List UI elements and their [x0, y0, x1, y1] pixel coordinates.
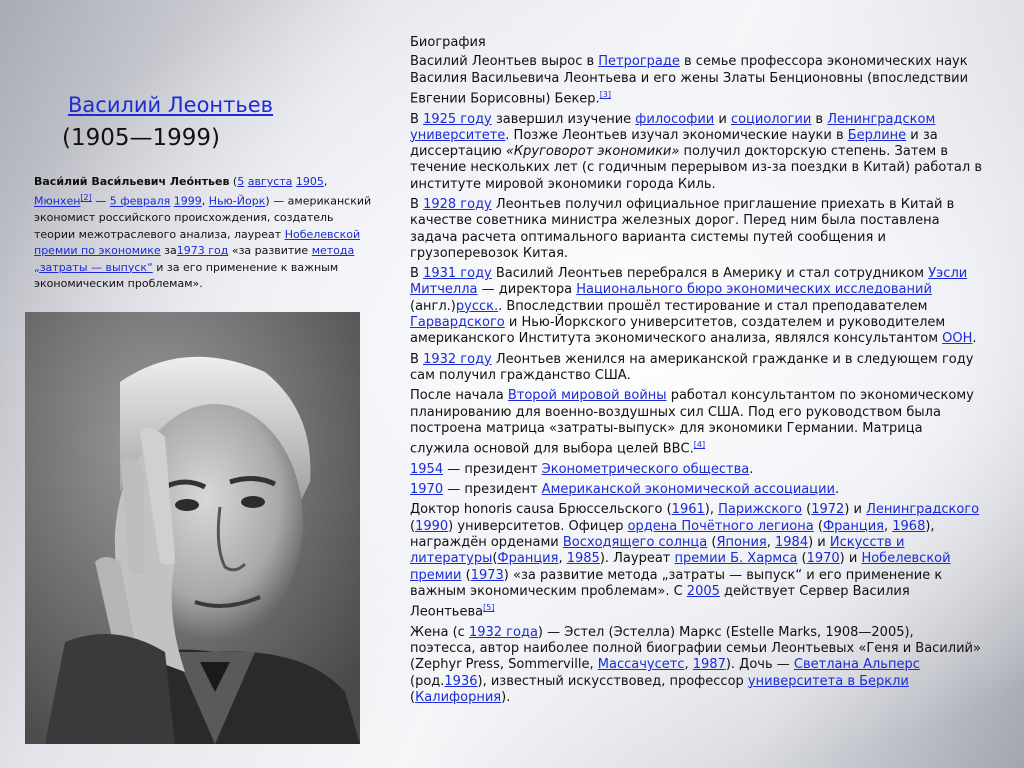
- ref-3[interactable]: [3]: [599, 89, 612, 99]
- link-input-output[interactable]: метода „затраты — выпуск“: [34, 244, 355, 274]
- bio-paragraph-citizenship: [410, 352, 982, 385]
- link-legion-honour[interactable]: ордена Почётного легиона: [627, 518, 814, 534]
- dissertation-title: «Круговорот экономики»: [505, 144, 680, 160]
- link-russian[interactable]: русск.: [455, 298, 499, 314]
- link-1932-b[interactable]: 1932 года: [468, 624, 538, 640]
- link-arts-letters[interactable]: Искусств и литературы: [410, 534, 905, 567]
- link-1973[interactable]: 1973 год: [176, 244, 229, 258]
- title-years: (1905—1999): [62, 125, 221, 151]
- link-aea[interactable]: Американской экономической ассоциации: [541, 482, 836, 498]
- link-1925[interactable]: 1925 году: [423, 111, 492, 127]
- link-ww2[interactable]: Второй мировой войны: [507, 388, 667, 404]
- link-leningrad-university[interactable]: Ленинградском университете: [410, 111, 936, 143]
- text: Леонтьев женился на американской гражданке и в следующем году сам получил гражданство США.: [410, 351, 974, 383]
- link-nobel-econ[interactable]: Нобелевской премии по экономике: [34, 227, 361, 258]
- portrait-photo: [25, 312, 360, 744]
- text: (: [461, 567, 471, 583]
- text: в: [811, 111, 828, 127]
- title-name-link[interactable]: Василий Леонтьев: [68, 93, 274, 117]
- text: В: [410, 197, 424, 212]
- intro-name: Васи́лий Васи́льевич Лео́нтьев: [34, 175, 230, 188]
- text: ) «за развитие метода „затраты — выпуск“ и его применение к важным экономическим проблемам». С: [410, 567, 943, 599]
- text: ). Лауреат: [599, 551, 675, 567]
- link-feb5[interactable]: 5 февраля: [109, 195, 171, 209]
- link-massachusetts[interactable]: Массачусетс: [597, 657, 685, 673]
- text: — президент: [443, 461, 542, 477]
- link-1936[interactable]: 1936: [444, 673, 478, 689]
- link-1931[interactable]: 1931 году: [423, 266, 492, 282]
- link-nobel-prize[interactable]: Нобелевской премии: [410, 551, 951, 583]
- text: После начала: [410, 388, 508, 404]
- link-wesley-mitchell[interactable]: Уэсли Митчелла: [410, 266, 968, 298]
- text: ,: [883, 518, 893, 534]
- text: Василий Леонтьев перебрался в Америку и стал сотрудником: [491, 266, 929, 282]
- text: Доктор honoris causa Брюссельского (: [410, 502, 672, 518]
- link-svetlana-alpers[interactable]: Светлана Альперс: [793, 657, 920, 673]
- title-block: [62, 92, 362, 154]
- text: ), награждён орденами: [410, 518, 935, 550]
- link-1928[interactable]: 1928 году: [423, 197, 492, 212]
- text: завершил изучение: [491, 111, 636, 127]
- link-1968[interactable]: 1968: [892, 518, 926, 534]
- bio-paragraph-america: [410, 266, 982, 347]
- text: (англ.): [410, 298, 456, 314]
- link-harms-prize[interactable]: премии Б. Хармса: [674, 551, 798, 567]
- text: (: [410, 689, 416, 705]
- text: (род.: [410, 673, 445, 689]
- link-1970[interactable]: 1970: [410, 482, 444, 498]
- portrait-illustration: [25, 312, 360, 744]
- link-new-york[interactable]: Нью-Йорк: [208, 195, 266, 209]
- text: ,: [684, 657, 693, 673]
- text: (: [797, 551, 807, 567]
- text: ) и: [839, 551, 862, 567]
- link-japan[interactable]: Япония: [716, 534, 767, 550]
- link-petrograd[interactable]: Петрограде: [598, 54, 680, 70]
- text: — президент: [443, 482, 542, 498]
- bio-paragraph-honors: [410, 502, 982, 620]
- link-1905[interactable]: 1905: [295, 175, 324, 188]
- link-philosophy[interactable]: философии: [635, 111, 715, 127]
- text: .: [972, 331, 977, 347]
- bio-paragraph-family: [410, 625, 982, 706]
- link-1999[interactable]: 1999: [173, 195, 202, 209]
- text: ) университетов. Офицер: [448, 518, 628, 534]
- text: (: [707, 534, 717, 550]
- link-sociology[interactable]: социологии: [730, 111, 812, 127]
- text: ),: [704, 502, 719, 518]
- text: получил докторскую степень. Затем в течение нескольких лет (с годичным перерывом из-за поездки в Китай) работал в институте мировой экономики города Киль.: [410, 144, 983, 192]
- bio-paragraph-china: [410, 197, 982, 262]
- text: ) — Эстел (Эстелла) Маркс (Estelle Marks, 1908—2005), поэтесса, автор наиболее полной биографии семьи Леонтьевых «Геня и Василий» (Zephyr Press, Sommerville,: [410, 624, 981, 673]
- text: ) и: [844, 502, 867, 518]
- link-day[interactable]: 5: [237, 175, 245, 188]
- text: ).: [501, 689, 511, 705]
- text: . Позже Леонтьев изучал экономические науки в: [505, 127, 848, 143]
- text: (: [813, 518, 823, 534]
- text: Леонтьев получил официальное приглашение приехать в Китай в качестве советника министра железных дорог. Перед ним была поставлена задача расчета оптимального варианта системы путей сообщения и грузоперевозок Китая.: [410, 197, 955, 261]
- link-rising-sun[interactable]: Восходящего солнца: [562, 534, 708, 550]
- link-1984[interactable]: 1984: [775, 534, 809, 550]
- biography-section: [410, 35, 982, 710]
- link-1961[interactable]: 1961: [671, 502, 705, 518]
- link-paris[interactable]: Парижского: [718, 502, 802, 518]
- intro-paragraph: Васи́лий Васи́льевич Лео́нтьев (5 августа 1905, Мюнхен[2] — 5 февраля 1999, Нью-Йорк) — американский экономист российского происхождения, создатель теории межотраслевого анализа, лауреат Нобелевской премии по экономике за1973 год «за развитие метода „затраты — выпуск“ и за его применение к важным экономическим проблемам».: [34, 175, 372, 291]
- link-1990[interactable]: 1990: [415, 518, 449, 534]
- link-2005[interactable]: 2005: [686, 583, 720, 599]
- text: за: [160, 244, 177, 258]
- text: —: [91, 195, 110, 209]
- text: ). Дочь —: [725, 657, 794, 673]
- link-california[interactable]: Калифорния: [415, 689, 502, 705]
- text: .: [749, 461, 754, 477]
- link-un[interactable]: ООН: [942, 331, 973, 347]
- link-august[interactable]: августа: [247, 175, 293, 188]
- text: — директора: [477, 282, 577, 298]
- link-munich[interactable]: Мюнхен: [34, 195, 81, 209]
- link-1932[interactable]: 1932 году: [423, 351, 492, 367]
- text: Жена (с: [410, 624, 469, 640]
- text: и за его применение к важным экономическим проблемам».: [34, 260, 339, 291]
- link-berlin[interactable]: Берлине: [847, 127, 907, 143]
- text: и: [714, 111, 731, 127]
- text: ) и: [808, 534, 830, 550]
- text: (: [410, 518, 416, 534]
- bio-paragraph-childhood: [410, 54, 982, 107]
- text: и за диссертацию: [410, 127, 938, 160]
- link-berkeley[interactable]: университета в Беркли: [747, 673, 909, 689]
- link-1985[interactable]: 1985: [566, 551, 600, 567]
- bio-paragraph-education: [410, 112, 982, 193]
- text: Василий Леонтьев вырос в: [410, 54, 599, 70]
- text: в семье профессора экономических наук Василия Васильевича Леонтьева и его жены Златы Бенционовны (впоследствии Евгении Борисовны) Бекер.: [410, 54, 969, 107]
- text: (: [802, 502, 812, 518]
- link-harvard[interactable]: Гарвардского: [410, 315, 505, 331]
- text: (: [229, 175, 238, 188]
- bio-paragraph-war: [410, 388, 982, 458]
- link-1972[interactable]: 1972: [811, 502, 845, 518]
- ref-5[interactable]: [5]: [483, 603, 495, 613]
- link-nber[interactable]: Национального бюро экономических исследований: [576, 282, 932, 298]
- text: «за развитие: [228, 244, 312, 258]
- text: работал консультантом по экономическому планированию для военно-воздушных сил США. Под его руководством была построена матрица «затраты-выпуск» для экономики Германии. Матрица служила основой для выбора целей ВВС.: [410, 388, 974, 457]
- bio-paragraph-1954: [410, 462, 982, 478]
- link-1954[interactable]: 1954: [410, 461, 444, 477]
- link-france[interactable]: Франция: [822, 518, 884, 534]
- text: ,: [766, 534, 775, 550]
- link-1970-b[interactable]: 1970: [806, 551, 840, 567]
- ref-2[interactable]: [2]: [80, 193, 92, 203]
- text: (: [492, 551, 498, 567]
- text: действует Сервер Василия Леонтьева: [410, 583, 910, 620]
- link-1987[interactable]: 1987: [692, 657, 726, 673]
- bio-paragraph-1970: [410, 482, 982, 498]
- text: В: [410, 111, 424, 127]
- text: ,: [558, 551, 567, 567]
- text: В: [410, 351, 424, 367]
- text: . Впоследствии прошёл тестирование и стал преподавателем: [498, 298, 928, 314]
- ref-4[interactable]: [4]: [693, 440, 706, 450]
- link-1973-b[interactable]: 1973: [470, 567, 504, 583]
- text: и Нью-Йоркского университетов, создателем и руководителем американского Института экономического анализа, являлся консультантом: [410, 315, 946, 347]
- link-france-2[interactable]: Франция: [497, 551, 559, 567]
- text: ), известный искусствовед, профессор: [477, 673, 748, 689]
- link-econometric-society[interactable]: Эконометрического общества: [541, 461, 750, 477]
- link-leningrad[interactable]: Ленинградского: [866, 502, 980, 518]
- text: .: [835, 482, 840, 498]
- text: ) — американский экономист российского происхождения, создатель теории межотраслевого анализа, лауреат: [34, 195, 372, 241]
- text: В: [410, 266, 424, 282]
- biography-heading: Биография: [410, 35, 486, 50]
